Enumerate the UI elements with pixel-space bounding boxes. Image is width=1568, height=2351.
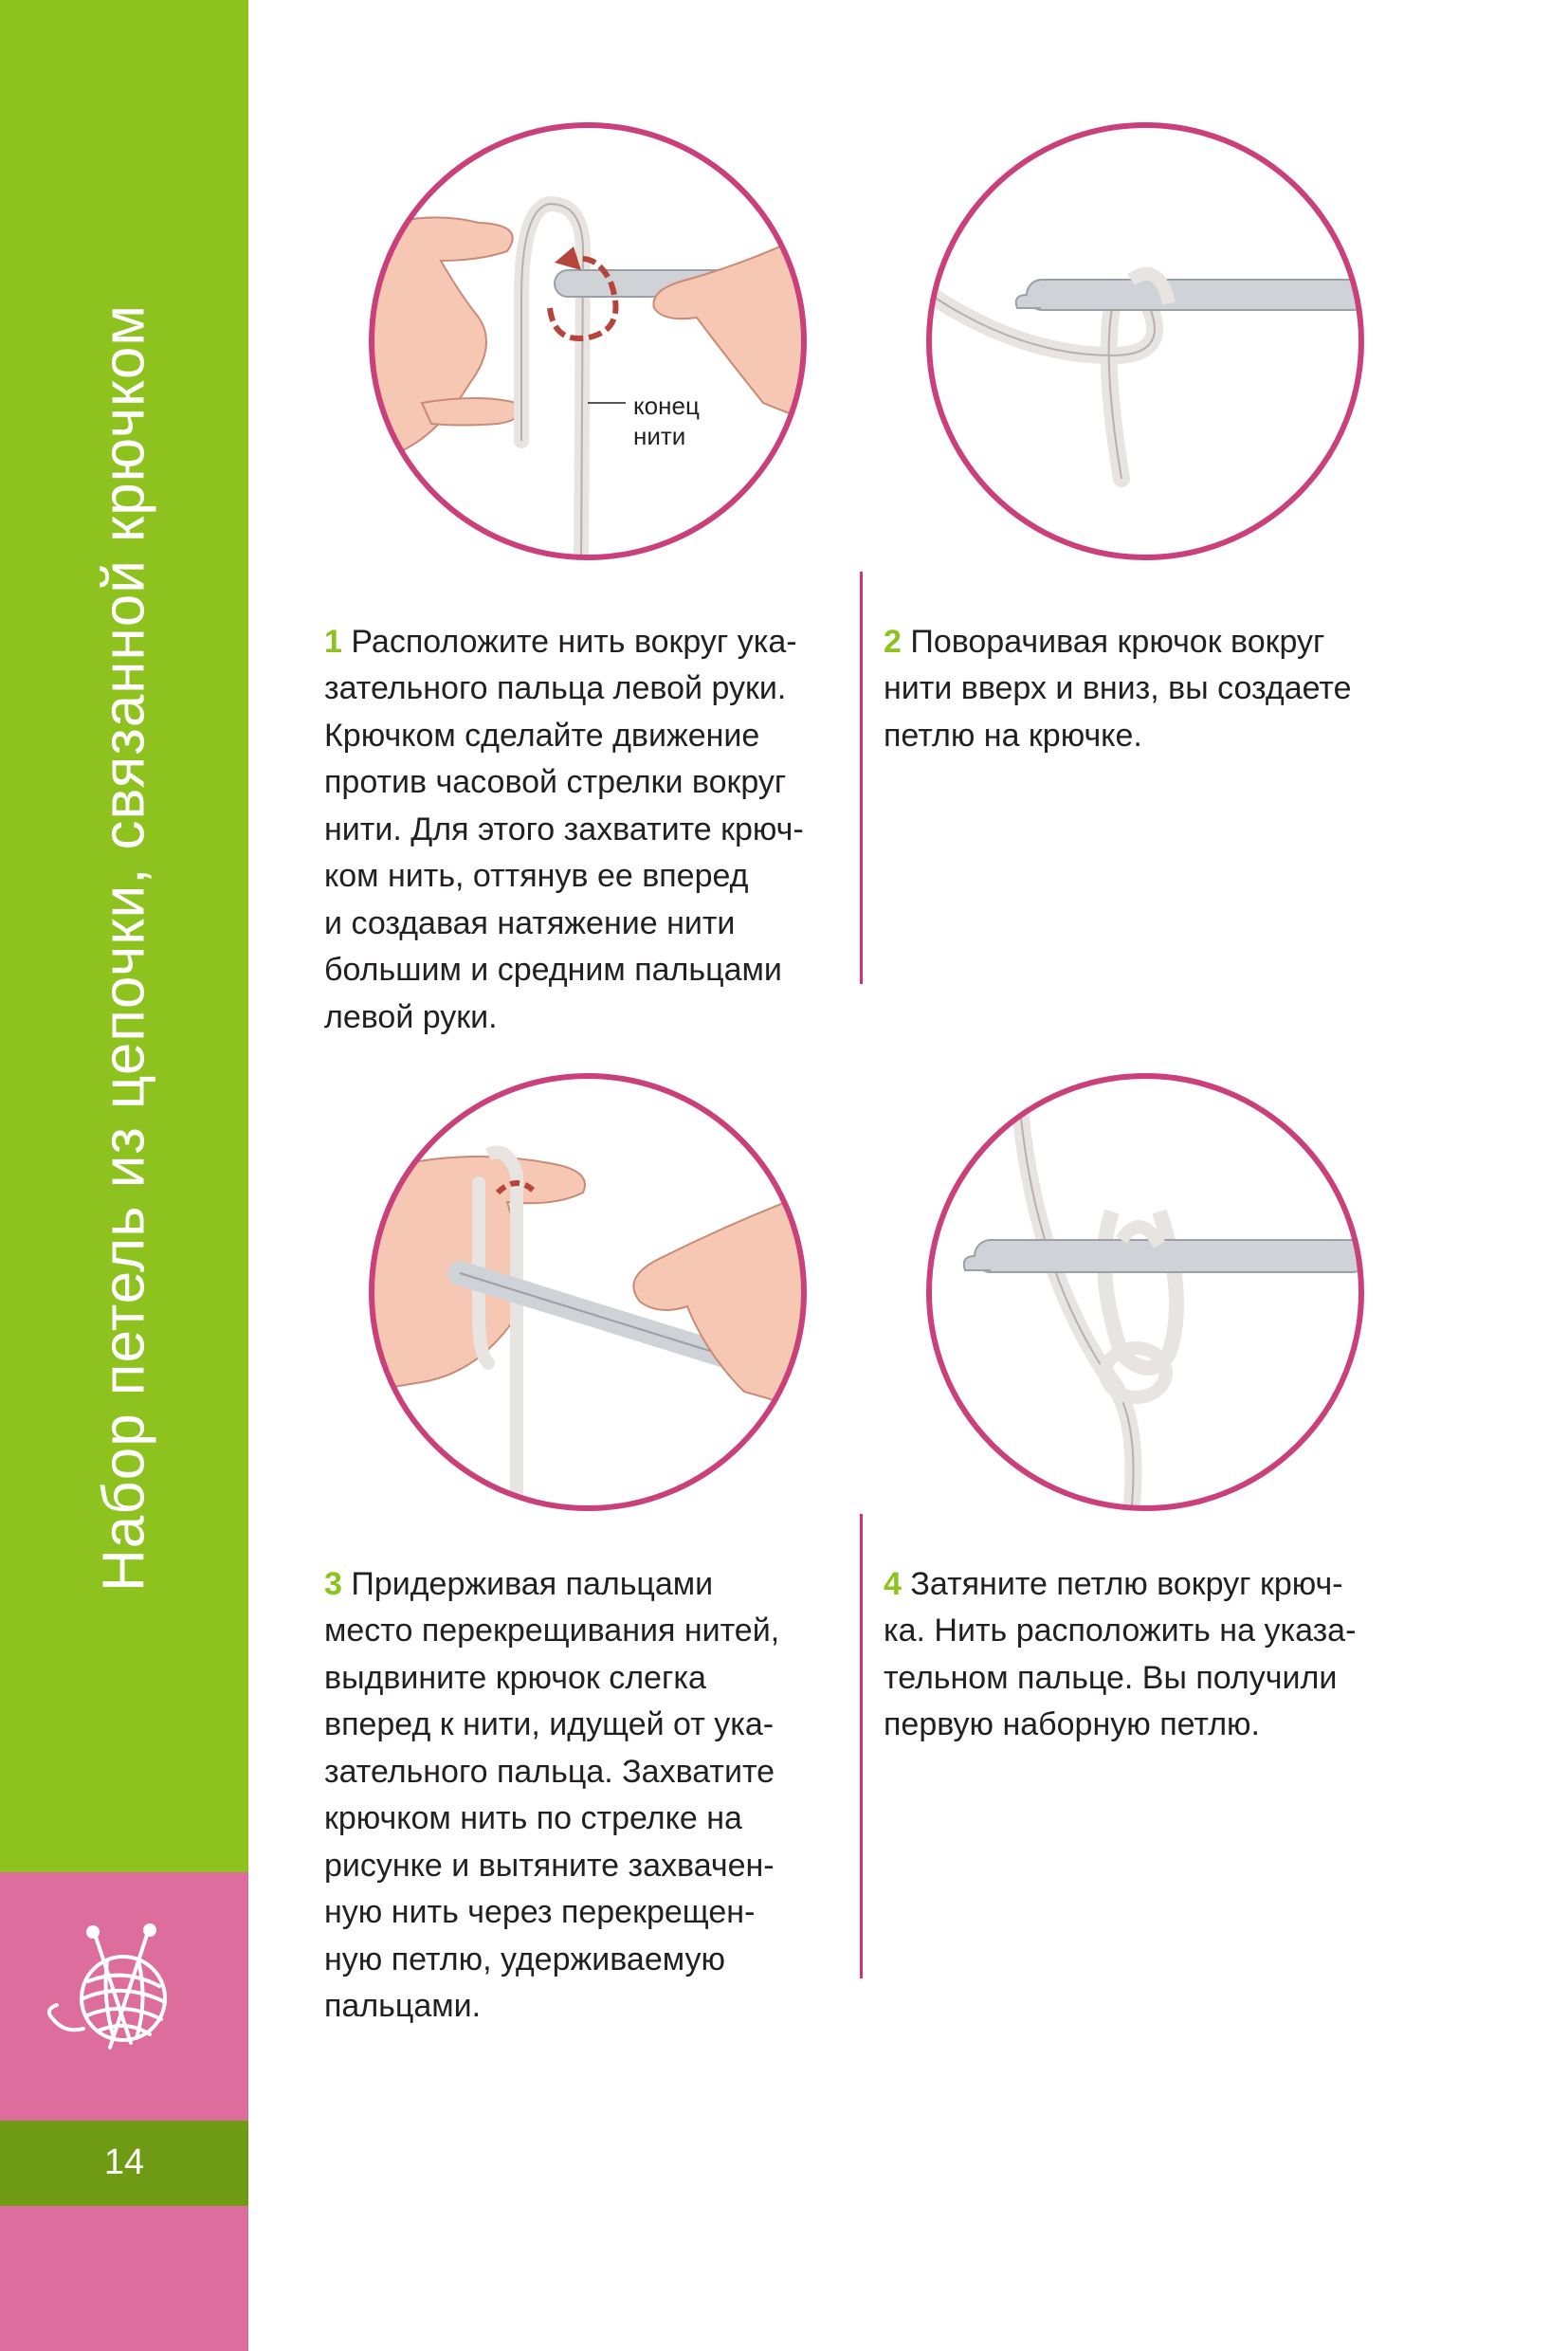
step-3-text — [324, 1514, 855, 2031]
step-4-illustration — [922, 1069, 1368, 1515]
step-2-description: Поворачивая крючок вокруг нити вверх и вниз, вы создаете петлю на крючке. — [884, 623, 1352, 754]
step-1-divider — [860, 572, 863, 984]
step-2-number: 2 — [884, 623, 902, 660]
sidebar-pink-footer — [0, 2206, 248, 2351]
step-4-number: 4 — [884, 1565, 902, 1602]
step-4-text — [884, 1514, 1414, 1749]
step-3-illustration — [365, 1069, 811, 1515]
step-2-text — [884, 572, 1414, 759]
step-3-description: Придерживая пальцами место перекрещивания нитей, выдвините крючок слегка вперед к нити, идущей от ука- зательного пальца. Захватите крючком нить по стрелке на рисунке и вытяните захвачен- ную нить через перекрещен- ную петлю, удерживаемую пальцами. — [324, 1565, 780, 2024]
step-2-illustration — [922, 118, 1368, 564]
step-1-description: Расположите нить вокруг ука- зательного пальца левой руки. Крючком сделайте движение против часовой стрелки вокруг нити. Для этого захватите крюч- ком нить, оттянув ее вперед и создавая натяжение нити большим и средним пальцами левой руки. — [324, 623, 804, 1035]
page-number: 14 — [103, 2142, 145, 2182]
step-1-illustration — [365, 118, 811, 564]
step-1-callout: конец нити — [633, 392, 700, 450]
step-3-divider — [860, 1514, 863, 1978]
page-title: Набор петель из цепочки, связанной крючком — [91, 303, 157, 1593]
step-3-number: 3 — [324, 1565, 342, 1602]
step-1-number: 1 — [324, 623, 342, 660]
yarn-ball-icon — [36, 1915, 197, 2076]
sidebar — [0, 0, 248, 2351]
step-4-description: Затяните петлю вокруг крюч- ка. Нить расположить на указа- тельном пальце. Вы получили первую наборную петлю. — [884, 1565, 1357, 1742]
step-1-text — [324, 572, 855, 1041]
